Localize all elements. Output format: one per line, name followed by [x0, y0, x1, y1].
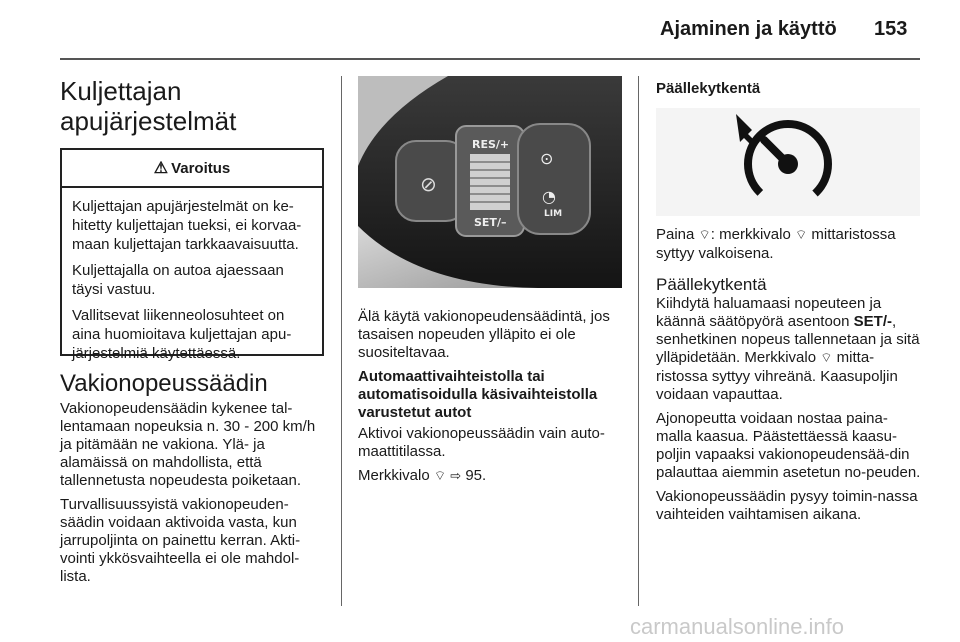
cruise-speedometer-icon: ⊙: [540, 149, 554, 168]
warning-body: [62, 188, 322, 363]
cruise-button-illustration: [656, 108, 920, 216]
speedometer-press-icon: [656, 108, 920, 216]
section-title-line1: Kuljettajan: [60, 76, 182, 106]
limiter-icon: ◔: [542, 187, 556, 206]
body-paragraph: Ajonopeutta voidaan nostaa paina-malla kaasua. Päästettäessä kaasu-poljin vapaaksi vakionopeudensää-din palauttaa aiemmin asetetun no-peuden.: [656, 410, 921, 481]
warning-paragraph: Kuljettajalla on autoa ajaessaan täysi vastuu.: [72, 262, 284, 298]
body-paragraph: Turvallisuussyistä vakionopeuden-säädin voidaan aktivoida vasta, kun jarrupoljinta on painettu kerran. Akti-vointi ykkösvaihteella ei ole mahdol-lista.: [60, 496, 301, 585]
body-paragraph: Aktivoi vakionopeussäädin vain auto-maattitilassa.: [358, 425, 605, 460]
body-paragraph: Vakionopeudensäädin kykenee tal-lentamaan nopeuksia n. 30 - 200 km/h ja pitämään ne vakiona. Ylä- ja alamäissä on mahdollista, että tallennetusta nopeudesta poiketaan.: [60, 400, 316, 489]
set-label: SET/–: [474, 216, 507, 229]
cruise-control-icon: ⌔: [820, 351, 833, 366]
warning-header: [62, 150, 322, 188]
heading-activation-2: Päällekytkentä: [656, 275, 767, 294]
column-divider-left: [341, 76, 342, 606]
body-paragraph: Vakionopeussäädin pysyy toimin-nassa vaihteiden vaihtamisen aikana.: [656, 488, 918, 523]
steering-wheel-controls-photo: [358, 76, 622, 288]
right-column: [656, 226, 922, 530]
watermark: carmanualsonline.info: [630, 614, 845, 639]
column-divider-right: [638, 76, 639, 606]
warning-paragraph: Vallitsevat liikenneolosuhteet on aina huomioitava kuljettajan apu-järjestelmiä käytettäessä.: [72, 307, 292, 362]
warning-icon: ⚠: [153, 160, 169, 177]
warning-paragraph: Kuljettajan apujärjestelmät on ke-hitetty kuljettajan tueksi, ei korvaa-maan kuljettajan tarkkaavaisuutta.: [72, 198, 302, 253]
header-divider: [60, 58, 920, 60]
bold-subheading: Automaattivaihteistolla tai automatisoidulla käsivaihteistolla varustetut autot: [358, 368, 598, 421]
heading-activation: Päällekytkentä: [656, 80, 761, 97]
cruise-control-icon: ⌔: [794, 228, 808, 243]
body-paragraph: Älä käytä vakionopeudensäädintä, jos tasaisen nopeuden ylläpito ei ole suositeltavaa.: [358, 308, 610, 361]
middle-column: [358, 308, 626, 492]
section-title-line2: apujärjestelmät: [60, 106, 237, 136]
warning-box: [60, 148, 324, 362]
steering-wheel-illustration: [358, 76, 622, 288]
cruise-off-icon: ⊘: [420, 172, 437, 196]
set-paragraph: Kiihdytä haluamaasi nopeuteen ja käännä säätöpyörä asentoon SET/-, senhetkinen nopeus tallennetaan ja sitä ylläpidetään. Merkkivalo ⌔ mitta-ristossa syttyy vihreänä. Kaasupoljin voidaan vapauttaa.: [656, 295, 920, 403]
lim-label: LIM: [544, 209, 563, 219]
reference-line: Merkkivalo ⌔ ⇨ 95.: [358, 467, 487, 484]
right-heading-1: [656, 80, 922, 98]
res-label: RES/+: [472, 138, 510, 151]
cruise-control-icon: ⌔: [433, 469, 447, 484]
left-column: [60, 76, 326, 136]
page-ref-icon: ⇨: [450, 469, 462, 484]
page-header-title: Ajaminen ja käyttö: [660, 18, 837, 40]
cruise-title: Vakionopeussäädin: [60, 370, 268, 397]
page-number: 153: [874, 18, 908, 40]
section-title: [60, 76, 326, 136]
cruise-control-icon: ⌔: [698, 228, 711, 243]
warning-title: Varoitus: [171, 159, 231, 177]
cruise-section: [60, 370, 330, 592]
activation-paragraph: Paina ⌔: merkkivalo ⌔ mittaristossa syttyy valkoisena.: [656, 226, 896, 262]
